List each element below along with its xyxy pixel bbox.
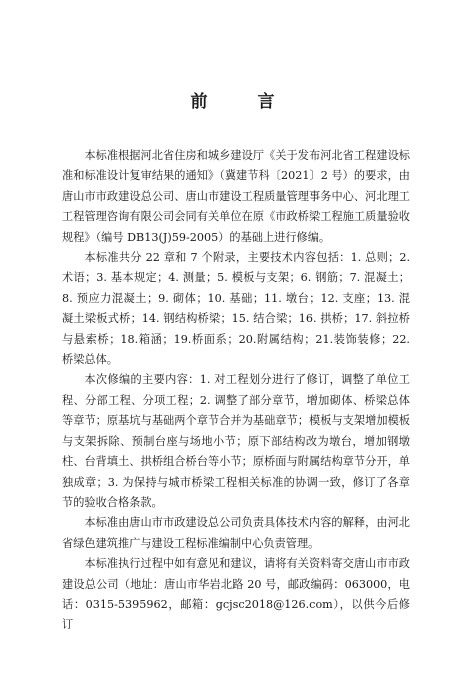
paragraph-contents: 本标准共分 22 章和 7 个附录，主要技术内容包括：1. 总则；2. 术语；3. 基本规定；4. 测量；5. 模板与支架；6. 钢筋；7. 混凝土；8. 预应力混凝土；9. 砌体；10. 基础；11. 墩台；12. 支座；13. 混凝土梁板式桥；14. 钢结构桥梁；15. 结合梁；16. 拱桥；17. 斜拉桥与悬索桥；18.箱涵；19.桥面系；20.附属结构；21.装饰装修；22. 桥梁总体。 [62,251,410,367]
preface-body [62,146,410,636]
page-title: 前 言 [190,92,297,112]
paragraph-basis: 本标准根据河北省住房和城乡建设厅《关于发布河北省工程建设标准和标准设计复审结果的通知》（冀建节科〔2021〕2 号）的要求，由唐山市市政建设总公司、唐山市建设工程质量管理事务中心、河北理工工程管理咨询有限公司会同有关单位在原《市政桥梁工程施工质量验收规程》（编号 DB13(J)59-2005）的基础上进行修编。 [62,149,410,244]
paragraph-feedback: 本标准执行过程中如有意见和建议，请将有关资料寄交唐山市市政建设总公司（地址：唐山市华岩北路 20 号，邮政编码：063000，电话：0315-5395962，邮箱：gcjsc2018@126.com），以供今后修订 [62,557,410,632]
paragraph-interpretation: 本标准由唐山市市政建设总公司负责具体技术内容的解释，由河北省绿色建筑推广与建设工程标准编制中心负责管理。 [62,516,410,550]
paragraph-revisions: 本次修编的主要内容：1. 对工程划分进行了修订，调整了单位工程、分部工程、分项工程；2. 调整了部分章节，增加砌体、桥梁总体等章节；原基坑与基础两个章节合并为基础章节；模板与支架增加模板与支架拆除、预制台座与场地小节；原下部结构改为墩台，增加钢墩柱、台背填土、拱桥组合桥台等小节；原桥面与附属结构章节分开，单独成章；3. 为保持与城市桥梁工程相关标准的协调一致，修订了各章节的验收合格条款。 [62,373,410,509]
